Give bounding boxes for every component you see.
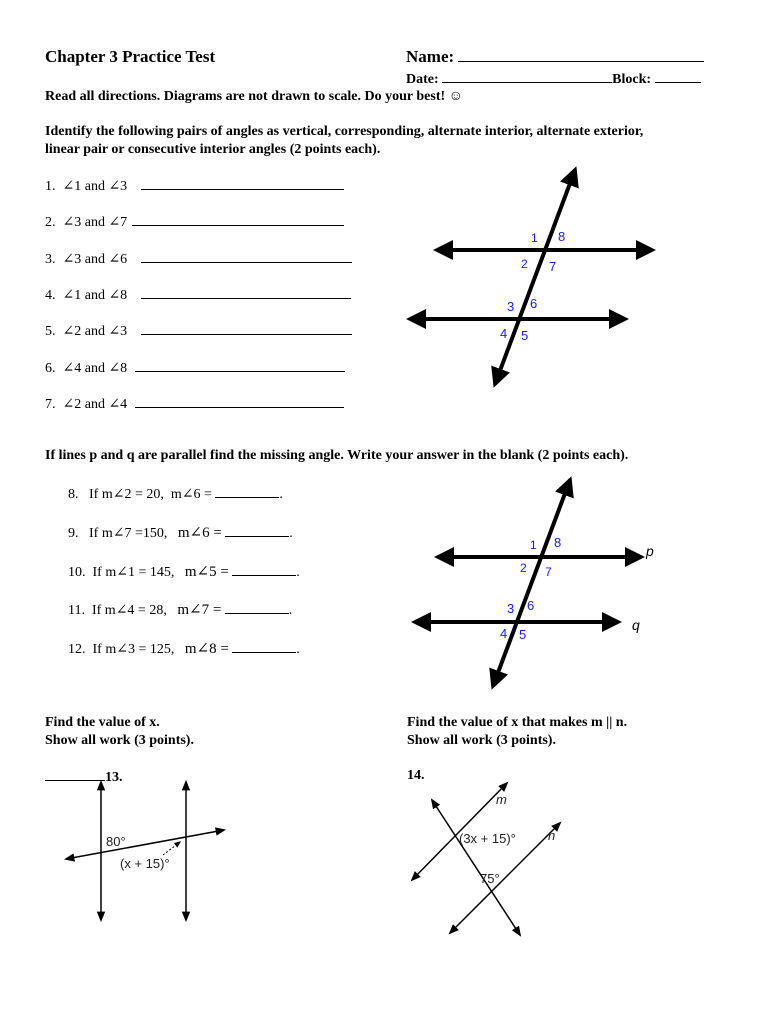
find-angle: m∠5 = bbox=[184, 564, 229, 580]
question-number: 12. bbox=[68, 642, 86, 657]
find-angle: m∠6 = bbox=[177, 525, 222, 541]
section3-right-instructions-1: Find the value of x that makes m || n. bbox=[407, 715, 628, 730]
question-number: 6. bbox=[45, 361, 56, 376]
line-label-q: q bbox=[632, 617, 640, 633]
angle-label-5: 5 bbox=[519, 627, 527, 642]
question-14: 14. bbox=[407, 768, 425, 783]
answer-blank-13[interactable] bbox=[45, 768, 105, 781]
answer-blank-9[interactable] bbox=[225, 524, 289, 537]
question-number: 13. bbox=[105, 770, 123, 785]
date-label: Date: bbox=[406, 72, 439, 87]
name-label: Name: bbox=[406, 47, 455, 66]
fig13-pointer-arrow bbox=[163, 842, 180, 855]
answer-blank-8[interactable] bbox=[215, 485, 279, 498]
angle-label-2: 2 bbox=[520, 561, 527, 575]
angle-label-5: 5 bbox=[521, 328, 529, 343]
angle-label-3: 3 bbox=[507, 299, 515, 314]
angle-label-4: 4 bbox=[500, 326, 508, 341]
question-number: 4. bbox=[45, 288, 56, 303]
given-angle: If m∠7 =150, bbox=[89, 526, 168, 541]
angle-label-7: 7 bbox=[549, 259, 557, 274]
question-number: 5. bbox=[45, 324, 56, 339]
question-text: ∠3 and ∠7 bbox=[62, 215, 128, 230]
angle-label-4: 4 bbox=[500, 626, 508, 641]
angle-label-6: 6 bbox=[527, 598, 535, 613]
question-8: 8. If m∠2 = 20, m∠6 = . bbox=[68, 487, 283, 502]
question-number: 9. bbox=[68, 526, 79, 541]
angle-label-8: 8 bbox=[554, 535, 562, 550]
fig14-angle-75: 75° bbox=[480, 871, 500, 886]
question-12: 12. If m∠3 = 125, m∠8 = . bbox=[68, 641, 300, 657]
section3-left-instructions-2: Show all work (3 points). bbox=[45, 733, 194, 748]
section2-instructions: If lines p and q are parallel find the missing angle. Write your answer in the blank (2 points each). bbox=[45, 448, 629, 463]
angle-label-1: 1 bbox=[530, 538, 537, 552]
question-text: ∠3 and ∠6 bbox=[62, 252, 128, 267]
question-number: 8. bbox=[68, 487, 79, 502]
question-13 bbox=[45, 768, 123, 786]
section1-instructions-1: Identify the following pairs of angles as vertical, corresponding, alternate interior, alternate exterior, bbox=[45, 124, 644, 139]
question-text: ∠1 and ∠3 bbox=[62, 179, 128, 194]
fig13-angle-expression: (x + 15)° bbox=[120, 856, 170, 871]
fig14-transversal bbox=[432, 800, 520, 935]
page-title: Chapter 3 Practice Test bbox=[45, 47, 216, 66]
transversal-line-2 bbox=[493, 480, 570, 686]
question-number: 10. bbox=[68, 565, 86, 580]
angle-label-3: 3 bbox=[507, 601, 515, 616]
find-angle: m∠7 = bbox=[177, 602, 222, 618]
angle-label-1: 1 bbox=[531, 231, 538, 245]
angle-label-6: 6 bbox=[530, 296, 538, 311]
answer-blank-10[interactable] bbox=[232, 563, 296, 576]
angle-label-7: 7 bbox=[545, 565, 552, 579]
given-angle: If m∠3 = 125, bbox=[92, 642, 175, 657]
fig14-angle-expression: (3x + 15)° bbox=[459, 831, 516, 846]
question-number: 11. bbox=[68, 603, 85, 618]
question-text: ∠2 and ∠4 bbox=[62, 397, 128, 412]
given-angle: If m∠1 = 145, bbox=[92, 565, 175, 580]
question-9: 9. If m∠7 =150, m∠6 = . bbox=[68, 525, 293, 541]
question-10: 10. If m∠1 = 145, m∠5 = . bbox=[68, 564, 300, 580]
block-label: Block: bbox=[612, 72, 652, 87]
question-text: ∠4 and ∠8 bbox=[62, 361, 128, 376]
fig13-transversal bbox=[66, 830, 224, 859]
question-text: ∠2 and ∠3 bbox=[62, 324, 128, 339]
section1-instructions-2: linear pair or consecutive interior angles (2 points each). bbox=[45, 142, 381, 157]
fig14-label-n: n bbox=[548, 828, 556, 843]
question-number: 7. bbox=[45, 397, 56, 412]
question-number: 3. bbox=[45, 252, 56, 267]
transversal-line bbox=[495, 170, 575, 384]
section3-right-instructions-2: Show all work (3 points). bbox=[407, 733, 556, 748]
question-number: 2. bbox=[45, 215, 56, 230]
answer-blank-12[interactable] bbox=[232, 640, 296, 653]
angle-label-2: 2 bbox=[521, 257, 528, 271]
question-number: 1. bbox=[45, 179, 56, 194]
fig13-angle-80: 80° bbox=[106, 834, 126, 849]
directions: Read all directions. Diagrams are not drawn to scale. Do your best! ☺ bbox=[45, 89, 463, 104]
line-label-p: p bbox=[646, 543, 654, 559]
find-angle: m∠6 = bbox=[170, 487, 212, 502]
section3-left-instructions-1: Find the value of x. bbox=[45, 715, 160, 730]
find-angle: m∠8 = bbox=[184, 641, 229, 657]
question-text: ∠1 and ∠8 bbox=[62, 288, 128, 303]
answer-blank-11[interactable] bbox=[225, 601, 289, 614]
angle-label-8: 8 bbox=[558, 229, 566, 244]
fig14-label-m: m bbox=[496, 792, 507, 807]
given-angle: If m∠2 = 20, bbox=[89, 487, 164, 502]
given-angle: If m∠4 = 28, bbox=[91, 603, 167, 618]
question-11: 11. If m∠4 = 28, m∠7 = . bbox=[68, 602, 293, 618]
